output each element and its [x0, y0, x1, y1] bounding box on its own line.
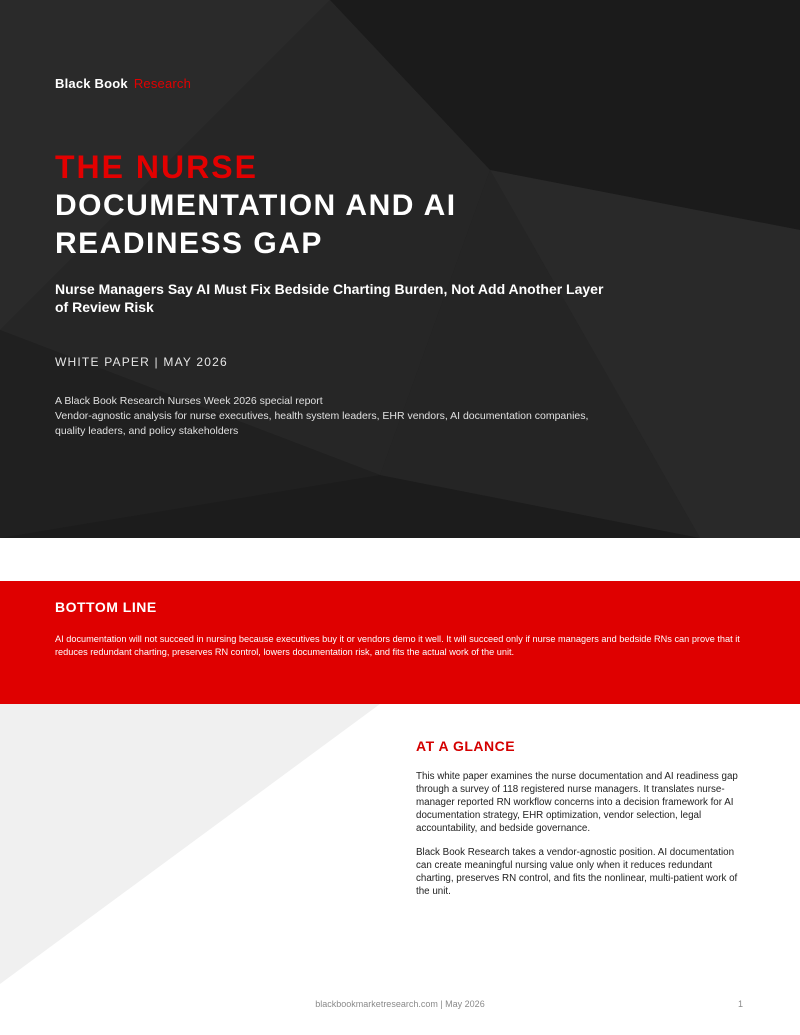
title-line-white: DOCUMENTATION AND AI READINESS GAP — [55, 189, 457, 260]
footer-text: blackbookmarketresearch.com | May 2026 — [315, 999, 485, 1009]
brand-secondary: Research — [133, 76, 192, 91]
report-type-label: WHITE PAPER | MAY 2026 — [55, 355, 228, 369]
brand-primary: Black Book — [55, 76, 128, 91]
at-a-glance-paragraph-1: This white paper examines the nurse documentation and AI readiness gap through a survey of 118 registered nurse managers. It translates nurse-manager reported RN workflow concerns into a decision framework for AI documentation strategy, EHR optimization, vendor selection, legal accountability, and bedside governance. — [416, 771, 738, 834]
bottom-line-heading: BOTTOM LINE — [55, 599, 157, 615]
bottom-line-text: AI documentation will not succeed in nursing because executives buy it or vendors demo it well. It will succeed only if nurse managers and bedside RNs can prove that it reduces redundant charting, preserves RN control, lowers documentation risk, and fits the actual work of the unit. — [55, 634, 740, 657]
page-number: 1 — [738, 999, 744, 1009]
title-line-red: THE NURSE — [55, 149, 258, 185]
brand-logo-text — [55, 76, 191, 91]
at-a-glance-heading: AT A GLANCE — [416, 738, 516, 754]
report-description — [55, 394, 595, 439]
subtitle: Nurse Managers Say AI Must Fix Bedside Charting Burden, Not Add Another Layer of Review Risk — [55, 281, 604, 315]
description-line-1: A Black Book Research Nurses Week 2026 special report — [55, 395, 323, 407]
description-line-2: Vendor-agnostic analysis for nurse executives, health system leaders, EHR vendors, AI documentation companies, quality leaders, and policy stakeholders — [55, 410, 589, 437]
bottom-line-banner — [0, 581, 800, 704]
at-a-glance-paragraph-2: Black Book Research takes a vendor-agnostic position. AI documentation can create meaningful nursing value only when it reduces redundant charting, preserves RN control, and fits the nonlinear, multi-patient work of the unit. — [416, 847, 738, 897]
